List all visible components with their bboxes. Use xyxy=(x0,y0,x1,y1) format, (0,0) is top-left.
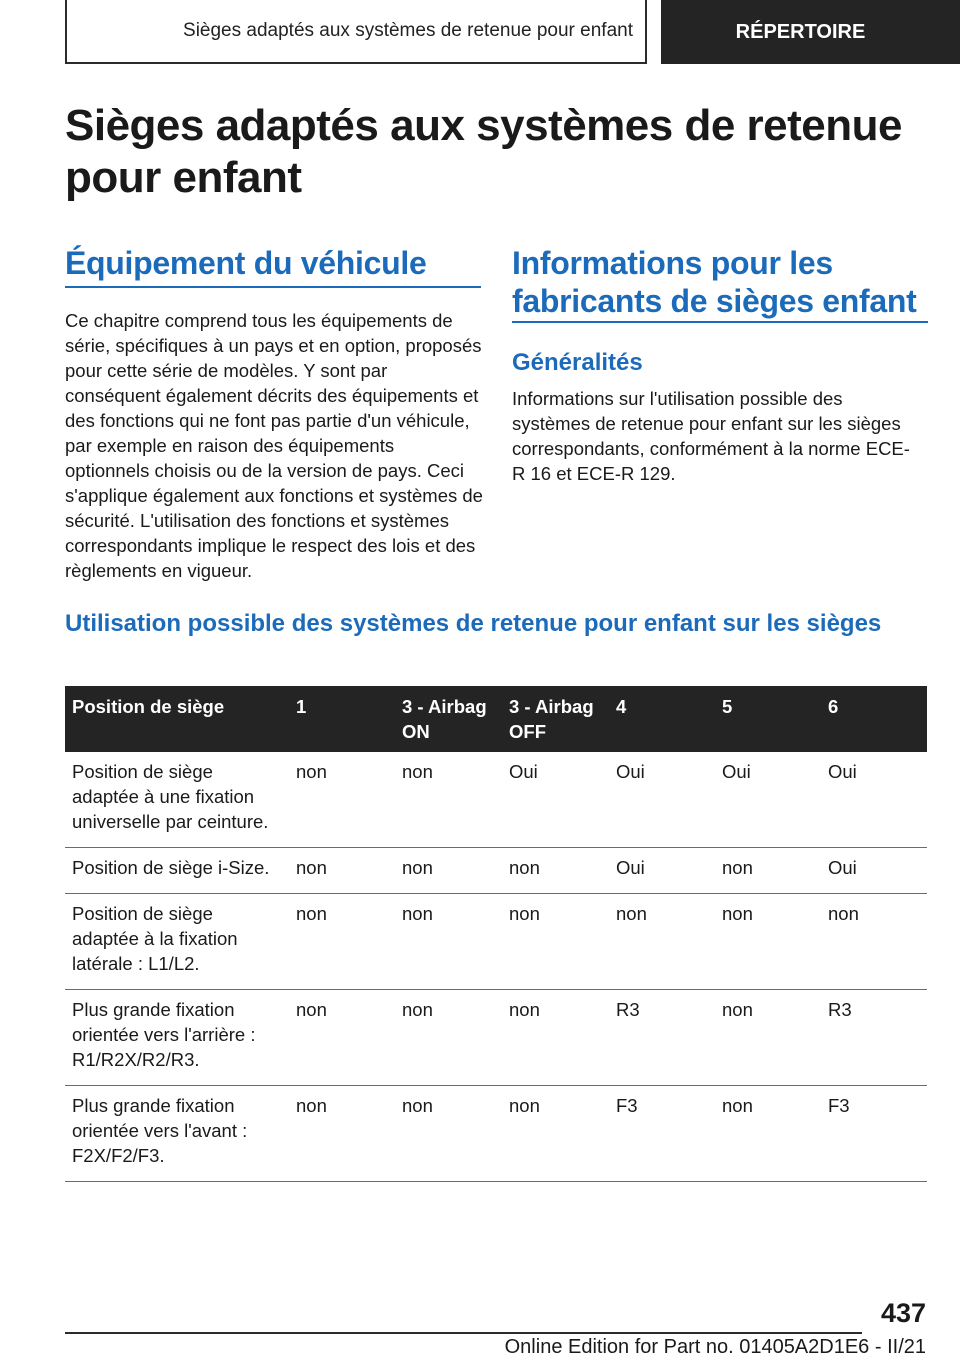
header-cell: 6 xyxy=(821,686,927,752)
table-cell: non xyxy=(289,894,395,990)
equipment-paragraph: Ce chapitre comprend tous les équipements de série, spécifiques à un pays et en option, proposés pour cette série de modèles. Y sont par conséquent également décrits des équipements et des fonctions qui ne font pas partie d'un véhicule, par exemple en raison des équipements optionnels choisis ou de la version de pays. Ceci s'applique également aux fonctions et systèmes de sécurité. L'utilisation des fonctions et systèmes correspondants implique le respect des lois et des règlements en vigueur. xyxy=(65,310,483,581)
table-cell: non xyxy=(395,848,502,894)
header-cell: 5 xyxy=(715,686,821,752)
table-cell: non xyxy=(715,1086,821,1182)
table-cell: non xyxy=(502,990,609,1086)
page-title: Sièges adaptés aux systèmes de retenue pour enfant xyxy=(65,101,902,202)
header-cell: Position de siège xyxy=(65,686,289,752)
table-cell: non xyxy=(609,894,715,990)
section-heading-equipment: Équipement du véhicule xyxy=(65,245,427,281)
table-cell: non xyxy=(289,752,395,848)
header-section-box xyxy=(65,0,647,64)
table-row xyxy=(65,990,927,1086)
table-cell: non xyxy=(715,848,821,894)
table-cell: non xyxy=(502,894,609,990)
table-cell: non xyxy=(395,894,502,990)
header-cell: 1 xyxy=(289,686,395,752)
section-heading-manufacturers: Informations pour les fabricants de sièges enfant xyxy=(512,245,917,319)
subheading-generalities: Généralités xyxy=(512,349,643,376)
seat-compatibility-table xyxy=(65,686,927,1182)
section-rule-right xyxy=(512,321,928,323)
table-cell: non xyxy=(502,1086,609,1182)
table-row xyxy=(65,848,927,894)
repertoire-tab[interactable] xyxy=(661,0,960,64)
table-cell: non xyxy=(715,990,821,1086)
header-cell: 4 xyxy=(609,686,715,752)
table-cell: non xyxy=(395,990,502,1086)
table-cell: non xyxy=(715,894,821,990)
table-cell: Oui xyxy=(821,752,927,848)
table-cell: non xyxy=(289,1086,395,1182)
table-cell: R3 xyxy=(609,990,715,1086)
section-rule-left xyxy=(65,286,481,288)
header-cell: 3 - Airbag ON xyxy=(395,686,502,752)
table-cell: Position de siège adaptée à la fixation latérale : L1/L2. xyxy=(65,894,289,990)
table-cell: Oui xyxy=(609,848,715,894)
table-cell: non xyxy=(289,990,395,1086)
repertoire-tab-label: RÉPERTOIRE xyxy=(735,20,866,43)
footer-rule xyxy=(65,1332,862,1334)
table-cell: Oui xyxy=(715,752,821,848)
table-heading: Utilisation possible des systèmes de retenue pour enfant sur les sièges xyxy=(65,610,882,637)
table-cell: R3 xyxy=(821,990,927,1086)
generalities-paragraph: Informations sur l'utilisation possible des systèmes de retenue pour enfant sur les sièges correspondants, conformément à la norme ECE-R 16 et ECE-R 129. xyxy=(512,388,910,484)
table-cell: Oui xyxy=(821,848,927,894)
header-cell: 3 - Airbag OFF xyxy=(502,686,609,752)
table-cell: Plus grande fixation orientée vers l'avant : F2X/F2/F3. xyxy=(65,1086,289,1182)
table-cell: F3 xyxy=(609,1086,715,1182)
page-number: 437 xyxy=(880,1298,926,1328)
table-cell: Oui xyxy=(502,752,609,848)
table-cell: Position de siège i-Size. xyxy=(65,848,289,894)
table-row xyxy=(65,894,927,990)
table-cell: F3 xyxy=(821,1086,927,1182)
table-cell: Plus grande fixation orientée vers l'arrière : R1/R2X/R2/R3. xyxy=(65,990,289,1086)
table-header-row xyxy=(65,686,927,752)
edition-note: Online Edition for Part no. 01405A2D1E6 - II/21 xyxy=(504,1336,926,1358)
table-cell: non xyxy=(502,848,609,894)
table-cell: non xyxy=(395,1086,502,1182)
header-section-title: Sièges adaptés aux systèmes de retenue pour enfant xyxy=(183,20,633,41)
table-row xyxy=(65,1086,927,1182)
table-cell: Position de siège adaptée à une fixation universelle par ceinture. xyxy=(65,752,289,848)
table-cell: non xyxy=(395,752,502,848)
table-row xyxy=(65,752,927,848)
table-cell: non xyxy=(289,848,395,894)
table-cell: Oui xyxy=(609,752,715,848)
table-cell: non xyxy=(821,894,927,990)
